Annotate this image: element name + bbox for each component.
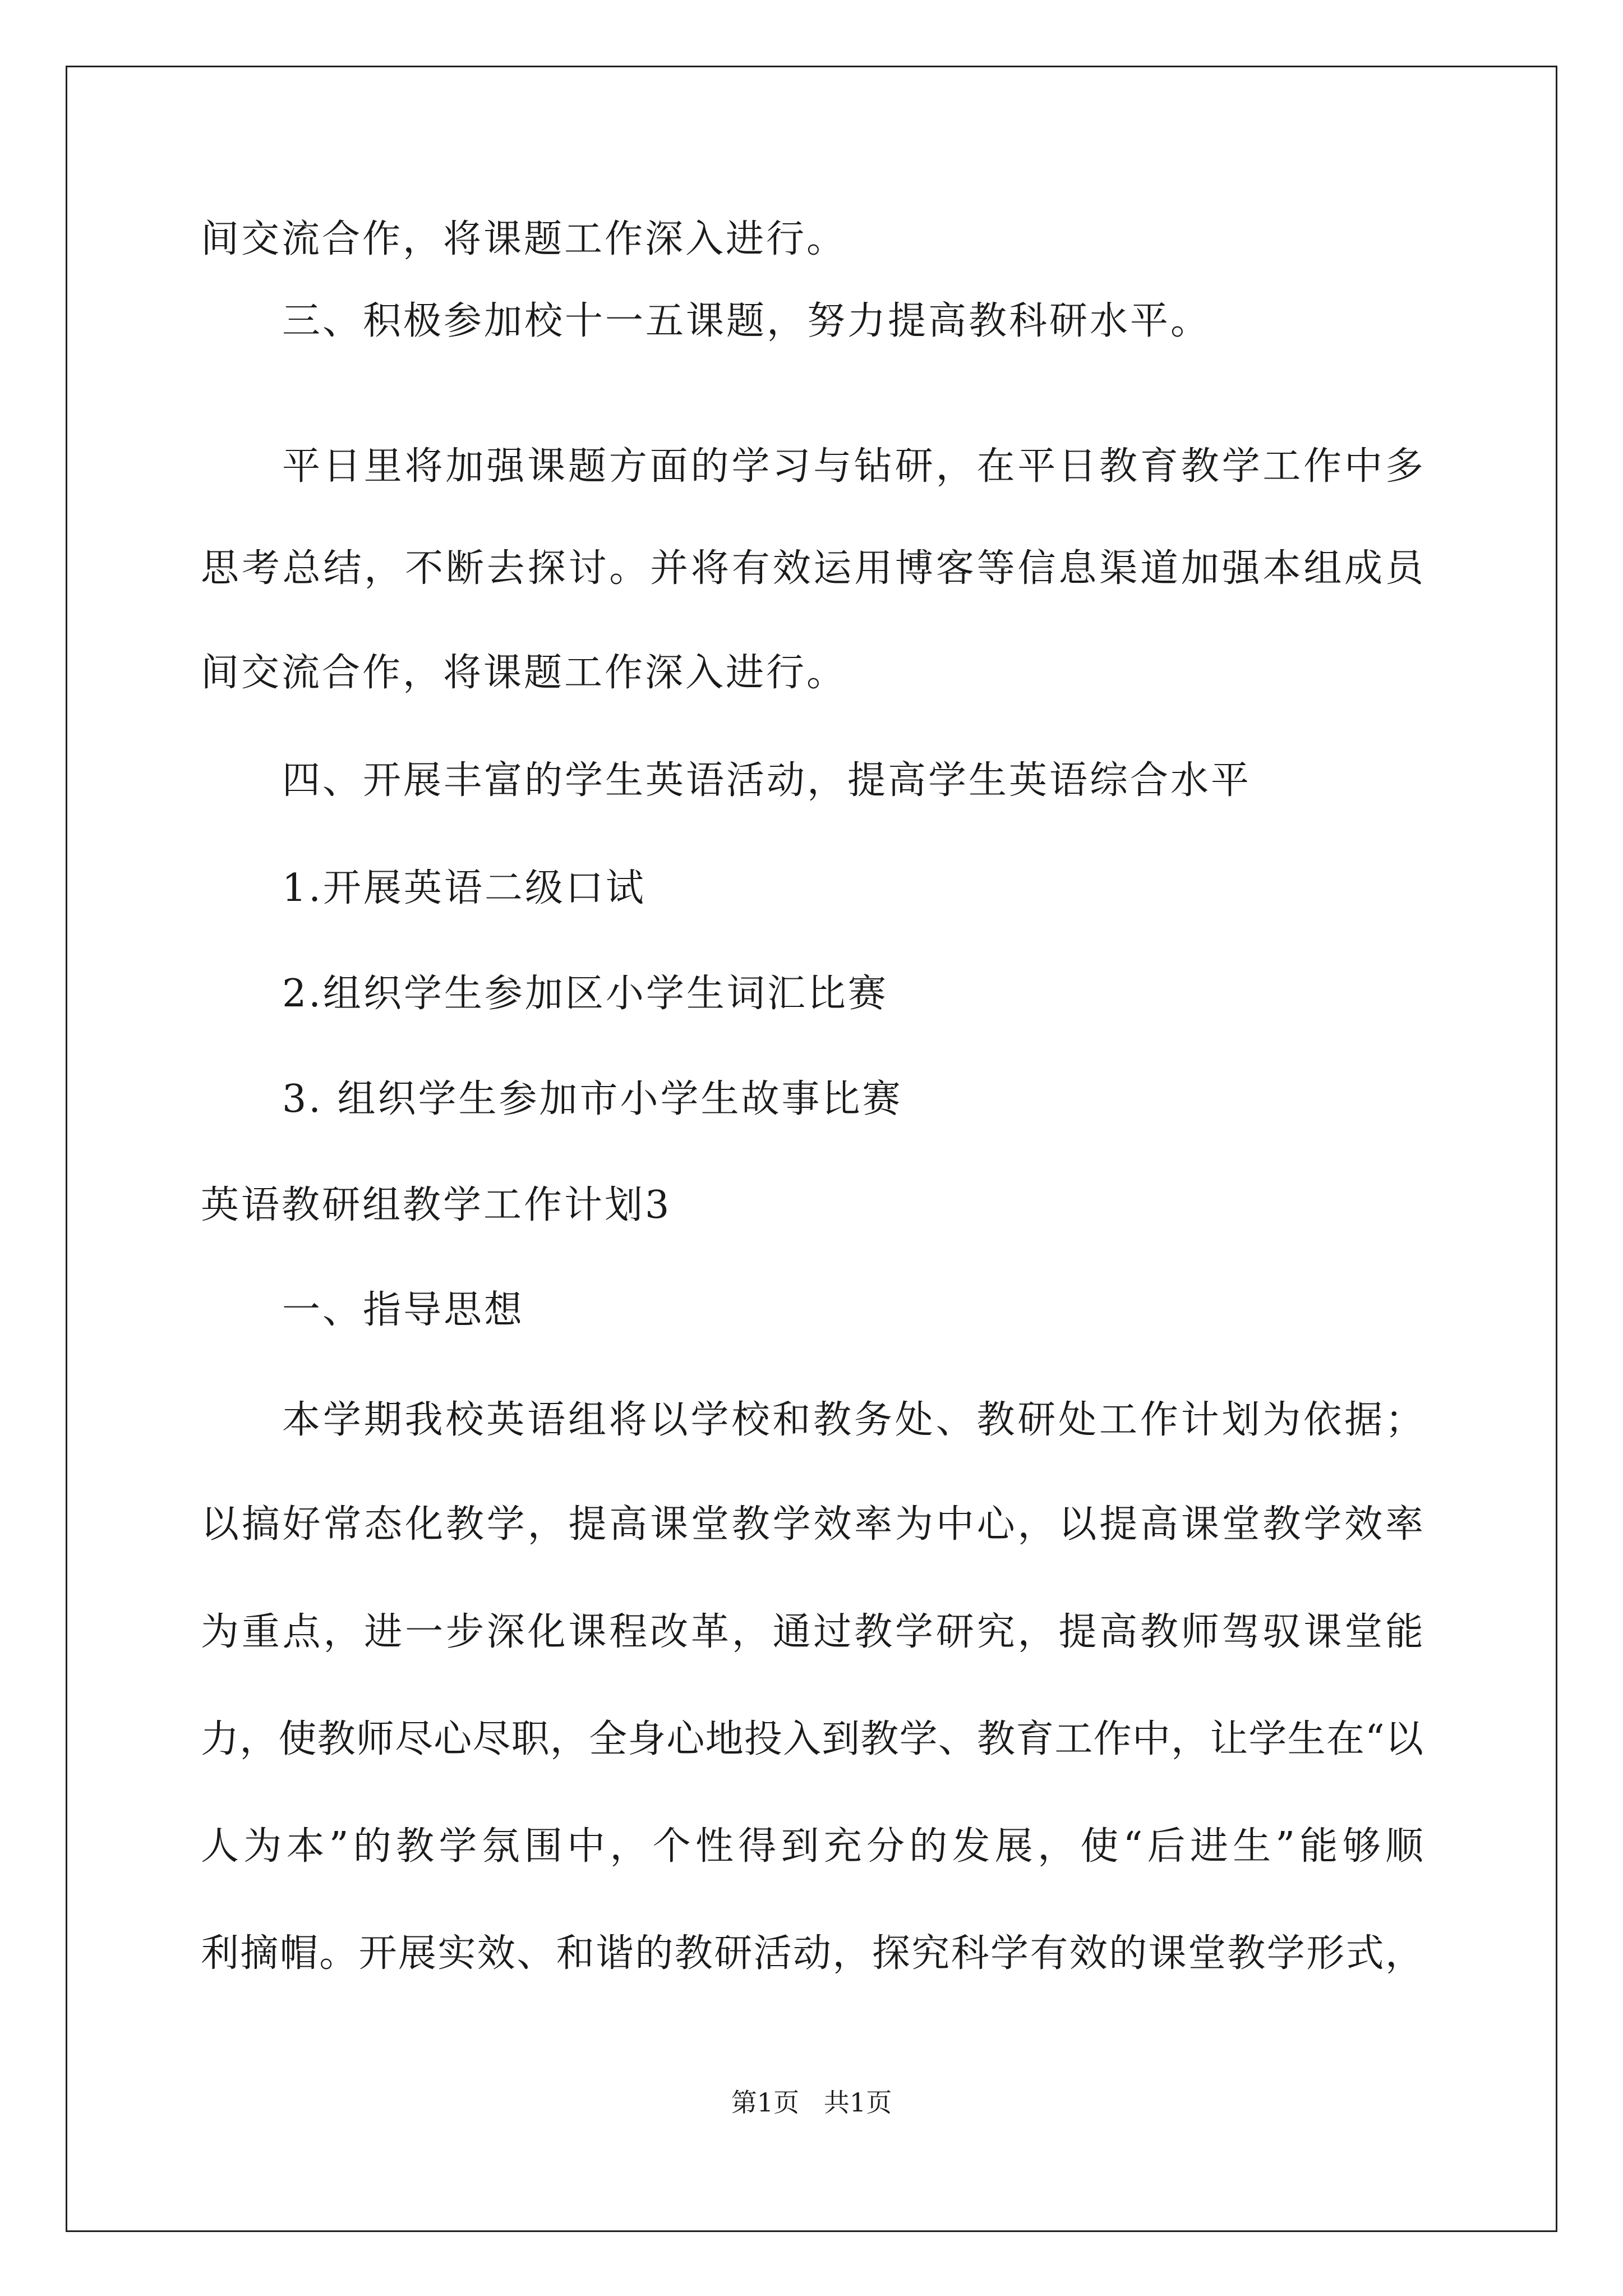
text-line-14: 为重点，进一步深化课程改革，通过教学研究，提高教师驾驭课堂能 — [201, 1610, 1423, 1654]
document-title: 英语教研组教学工作计划3 — [201, 1183, 672, 1227]
section-heading-3: 三、积极参加校十一五课题，努力提高教科研水平。 — [282, 299, 1211, 343]
text-line-17: 利摘帽。开展实效、和谐的教研活动，探究科学有效的课堂教学形式， — [201, 1931, 1423, 1976]
page-number-footer: 第1页 共1页 — [731, 2087, 892, 2118]
text-line-3: 平日里将加强课题方面的学习与钻研，在平日教育教学工作中多 — [282, 444, 1423, 489]
text-line-4: 思考总结，不断去探讨。并将有效运用博客等信息渠道加强本组成员 — [201, 546, 1423, 591]
section-heading-4: 四、开展丰富的学生英语活动，提高学生英语综合水平 — [282, 758, 1252, 803]
text-line-1: 间交流合作，将课题工作深入进行。 — [201, 217, 847, 261]
text-line-13: 以搞好常态化教学，提高课堂教学效率为中心，以提高课堂教学效率 — [201, 1502, 1423, 1547]
text-line-16: 人为本”的教学氛围中，个性得到充分的发展，使“后进生”能够顺 — [201, 1824, 1423, 1869]
text-line-15: 力，使教师尽心尽职，全身心地投入到教学、教育工作中，让学生在“以 — [201, 1717, 1423, 1761]
list-item-3: 3. 组织学生参加市小学生故事比赛 — [282, 1077, 903, 1121]
text-line-5: 间交流合作，将课题工作深入进行。 — [201, 651, 847, 695]
page-border — [66, 66, 1557, 2232]
text-line-12: 本学期我校英语组将以学校和教务处、教研处工作计划为依据； — [282, 1398, 1423, 1442]
section-heading-1: 一、指导思想 — [282, 1288, 525, 1332]
list-item-2: 2.组织学生参加区小学生词汇比赛 — [282, 972, 888, 1016]
list-item-1: 1.开展英语二级口试 — [282, 866, 646, 910]
